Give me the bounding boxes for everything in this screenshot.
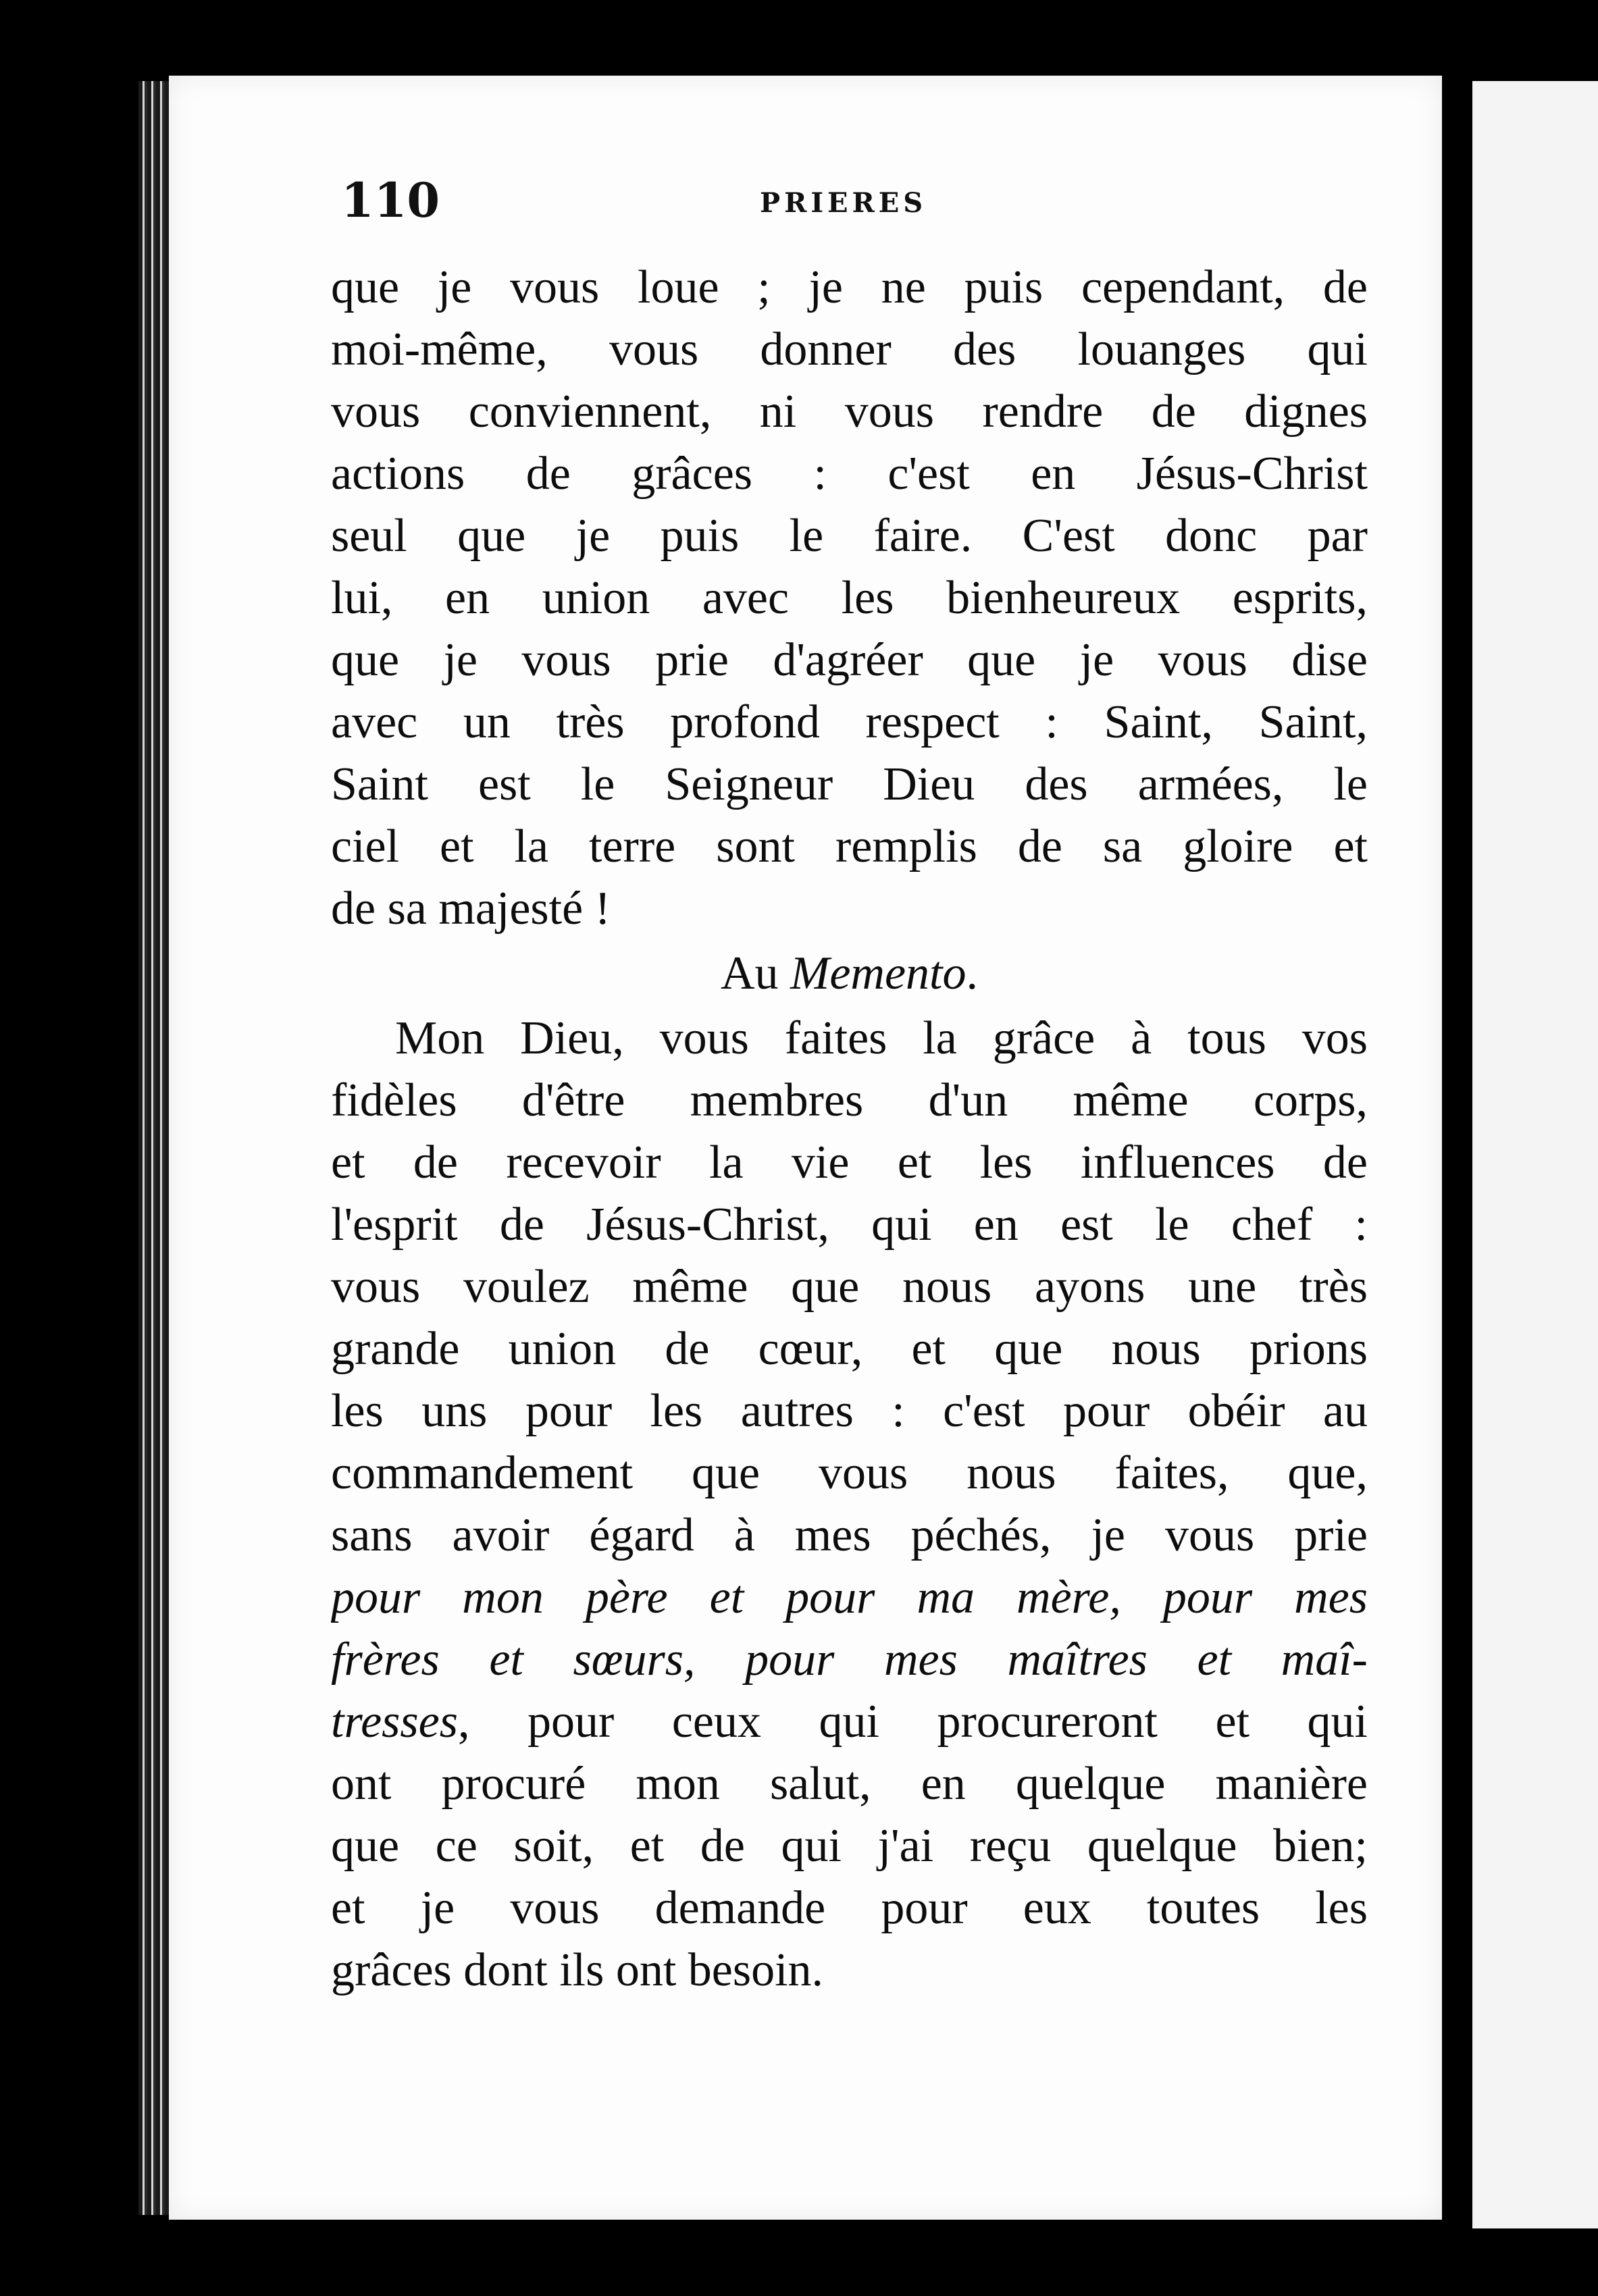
text-line: commandement que vous nous faites, que,	[331, 1447, 1368, 1499]
text-line: et je vous demande pour eux toutes les	[331, 1882, 1368, 1934]
text-line: vous conviennent, ni vous rendre de dignes	[331, 386, 1368, 438]
page-number: 110	[341, 172, 440, 228]
text-line: que je vous prie d'agréer que je vous dise	[331, 634, 1368, 686]
text-line-italic: frères et sœurs, pour mes maîtres et maî-	[331, 1634, 1368, 1686]
text-line: sans avoir égard à mes péchés, je vous prie	[331, 1509, 1368, 1561]
running-head	[341, 172, 1361, 233]
running-title: PRIERES	[760, 187, 927, 219]
text-line: ciel et la terre sont remplis de sa gloire et	[331, 820, 1368, 872]
text-line: et de recevoir la vie et les influences de	[331, 1137, 1368, 1189]
text-line: seul que je puis le faire. C'est donc par	[331, 510, 1368, 562]
text-line: grande union de cœur, et que nous prions	[331, 1323, 1368, 1375]
section-heading	[331, 940, 1368, 1008]
text-line: ont procuré mon salut, en quelque manière	[331, 1758, 1368, 1810]
text-line: de sa majesté !	[331, 883, 611, 935]
section-heading-italic: Memento	[790, 947, 966, 999]
text-line: avec un très profond respect : Saint, Saint,	[331, 696, 1368, 748]
text-line: les uns pour les autres : c'est pour obéir au	[331, 1385, 1368, 1437]
gutter-divider	[1442, 76, 1472, 2230]
text-line: lui, en union avec les bienheureux esprits,	[331, 572, 1368, 624]
text-line	[331, 1691, 1368, 1753]
text-line: que ce soit, et de qui j'ai reçu quelque bien;	[331, 1820, 1368, 1872]
section-heading-suffix: .	[966, 947, 978, 999]
text-line-italic: pour mon père et pour ma mère, pour mes	[331, 1571, 1368, 1623]
text-italic-fragment: tresses	[331, 1696, 458, 1748]
text-line: que je vous loue ; je ne puis cependant, de	[331, 261, 1368, 313]
text-line: Saint est le Seigneur Dieu des armées, le	[331, 758, 1368, 810]
facing-page-edge	[1472, 81, 1598, 2228]
body-text	[331, 257, 1368, 2002]
text-line: l'esprit de Jésus-Christ, qui en est le chef :	[331, 1199, 1368, 1251]
text-fragment: , pour ceux qui procureront et qui	[457, 1696, 1368, 1748]
text-line: moi-même, vous donner des louanges qui	[331, 323, 1368, 375]
text-line: actions de grâces : c'est en Jésus-Christ	[331, 448, 1368, 500]
text-line: fidèles d'être membres d'un même corps,	[331, 1074, 1368, 1126]
text-line: grâces dont ils ont besoin.	[331, 1944, 824, 1996]
text-line: vous voulez même que nous ayons une très	[331, 1261, 1368, 1313]
section-heading-prefix: Au	[720, 947, 791, 999]
text-line: Mon Dieu, vous faites la grâce à tous vos	[395, 1012, 1368, 1064]
